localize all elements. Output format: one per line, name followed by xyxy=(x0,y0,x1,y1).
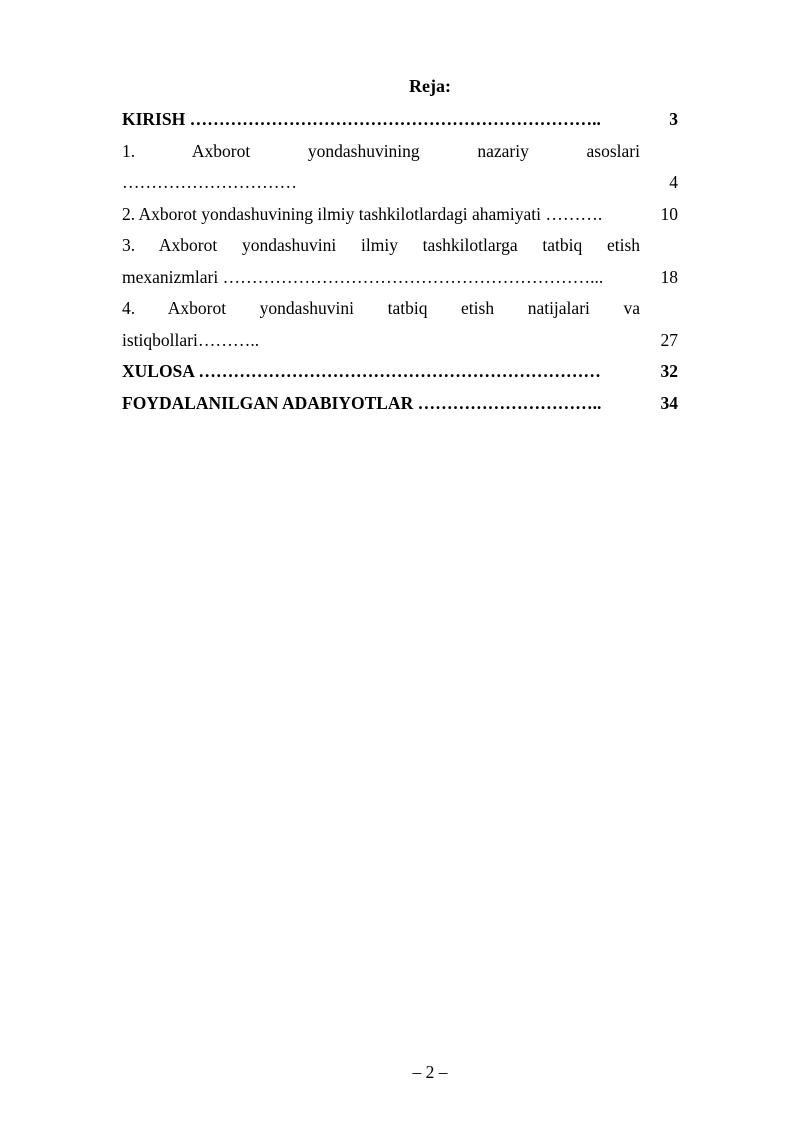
toc-entry-text: XULOSA …………………………………………………………… xyxy=(122,361,601,381)
toc-entry-3-line2 xyxy=(122,262,678,294)
toc-entry-text: FOYDALANILGAN ADABIYOTLAR ………………………….. xyxy=(122,392,602,413)
toc-entry-kirish xyxy=(122,104,678,136)
toc-entry-text: istiqbollari……….. xyxy=(122,329,260,350)
toc-entry-adabiyotlar xyxy=(122,388,678,420)
toc-entry-3-line1 xyxy=(122,230,678,262)
toc-entry-text: 1. Axborot yondashuvining nazariy asoslari xyxy=(122,140,640,161)
toc-page-number: 4 xyxy=(669,172,678,192)
toc-page-number: 27 xyxy=(660,329,678,350)
toc-entry-dots: ………………………… xyxy=(122,172,297,192)
page-number-footer: – 2 – xyxy=(412,1062,448,1082)
toc-entry-text: 4. Axborot yondashuvini tatbiq etish natijalari va xyxy=(122,298,640,318)
toc-page-number: 10 xyxy=(660,203,678,224)
toc-entry-text: 3. Axborot yondashuvini ilmiy tashkilotlarga tatbiq etish xyxy=(122,235,640,255)
toc-entry-4-line2 xyxy=(122,325,678,357)
toc-entry-text: KIRISH …………………………………………………………….. xyxy=(122,109,601,129)
toc-title: Reja: xyxy=(409,76,451,96)
toc-entry-1-line2 xyxy=(122,167,678,199)
toc-entry-4-line1 xyxy=(122,293,678,325)
toc-entry-2 xyxy=(122,199,678,231)
toc-entry-text: 2. Axborot yondashuvining ilmiy tashkilotlardagi ahamiyati ………. xyxy=(122,203,603,224)
toc-entry-text: mexanizmlari ………………………………………………………... xyxy=(122,266,604,287)
table-of-contents xyxy=(122,104,678,419)
toc-page-number: 34 xyxy=(660,392,678,413)
toc-page-number: 32 xyxy=(660,361,678,381)
toc-entry-xulosa xyxy=(122,356,678,388)
toc-page-number: 18 xyxy=(660,266,678,287)
toc-entry-1-line1 xyxy=(122,136,678,168)
toc-page-number: 3 xyxy=(669,109,678,129)
